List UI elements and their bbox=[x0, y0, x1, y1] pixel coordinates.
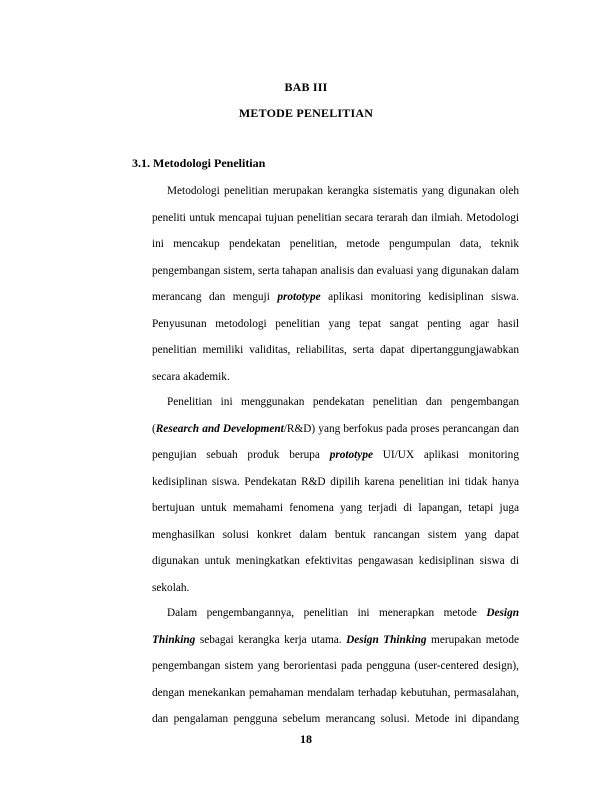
chapter-title: METODE PENELITIAN bbox=[238, 106, 374, 120]
chapter-number: BAB III bbox=[284, 80, 328, 94]
italic-term: prototype bbox=[277, 291, 321, 303]
text-run: UI/UX aplikasi monitoring bbox=[372, 449, 519, 461]
paragraph-line: pengembangan sistem yang berorientasi pada pengguna (user-centered design), bbox=[152, 660, 519, 672]
paragraph-line: peneliti untuk mencapai tujuan penelitian secara terarah dan ilmiah. Metodologi bbox=[152, 211, 519, 224]
paragraph-line bbox=[152, 416, 519, 443]
paragraph-line bbox=[152, 600, 519, 627]
text-run: aplikasi monitoring kedisiplinan siswa. bbox=[320, 291, 519, 303]
text-run: sebagai kerangka kerja utama. bbox=[195, 633, 347, 646]
italic-term: Design bbox=[486, 607, 519, 619]
italic-term: Design Thinking bbox=[346, 633, 427, 646]
paragraph-line: digunakan untuk meningkatkan efektivitas pengawasan kedisiplinan siswa di bbox=[152, 555, 519, 567]
italic-term: prototype bbox=[329, 449, 373, 461]
paragraph-line: dan pengalaman pengguna sebelum merancang solusi. Metode ini dipandang bbox=[152, 713, 519, 725]
italic-term: Thinking bbox=[152, 633, 196, 646]
italic-term: Research and Development bbox=[155, 422, 284, 435]
paragraph-1 bbox=[152, 178, 519, 390]
paragraph-line: Penelitian ini menggunakan pendekatan penelitian dan pengembangan bbox=[167, 396, 519, 408]
paragraph-line bbox=[152, 284, 519, 311]
paragraph-line: secara akademik. bbox=[152, 370, 230, 383]
paragraph-line: menghasilkan solusi konkret dalam bentuk rancangan sistem yang dapat bbox=[152, 528, 519, 541]
text-run: /R&D) yang berfokus pada proses perancangan dan bbox=[283, 422, 519, 435]
paragraph-line: pengembangan sistem, serta tahapan analisis dan evaluasi yang digunakan dalam bbox=[152, 264, 519, 277]
paragraph-3 bbox=[152, 600, 519, 733]
page-number: 18 bbox=[300, 732, 312, 746]
paragraph-line: sekolah. bbox=[152, 581, 190, 594]
text-run: merupakan metode bbox=[426, 633, 519, 646]
paragraph-line: bertujuan untuk memahami fenomena yang terjadi di lapangan, tetapi juga bbox=[152, 502, 519, 514]
section-heading: 3.1. Metodologi Penelitian bbox=[132, 156, 266, 170]
paragraph-line: dengan menekankan pemahaman mendalam terhadap kebutuhan, permasalahan, bbox=[152, 686, 519, 699]
text-run: Dalam pengembangannya, penelitian ini menerapkan metode bbox=[167, 607, 487, 619]
text-run: merancang dan menguji bbox=[152, 291, 278, 303]
paragraph-2 bbox=[152, 389, 519, 601]
text-run: ( bbox=[152, 422, 156, 435]
paragraph-line bbox=[152, 442, 519, 469]
text-run: pengujian sebuah produk berupa bbox=[152, 449, 330, 461]
paragraph-line: penelitian memiliki validitas, reliabilitas, serta dapat dipertanggungjawabkan bbox=[152, 344, 519, 356]
paragraph-line: kedisiplinan siswa. Pendekatan R&D dipilih karena penelitian ini tidak hanya bbox=[152, 475, 519, 488]
paragraph-line bbox=[152, 627, 519, 654]
paragraph-line: ini mencakup pendekatan penelitian, metode pengumpulan data, teknik bbox=[152, 238, 519, 250]
paragraph-line: Metodologi penelitian merupakan kerangka sistematis yang digunakan oleh bbox=[167, 185, 519, 197]
paragraph-line: Penyusunan metodologi penelitian yang tepat sangat penting agar hasil bbox=[152, 317, 519, 330]
